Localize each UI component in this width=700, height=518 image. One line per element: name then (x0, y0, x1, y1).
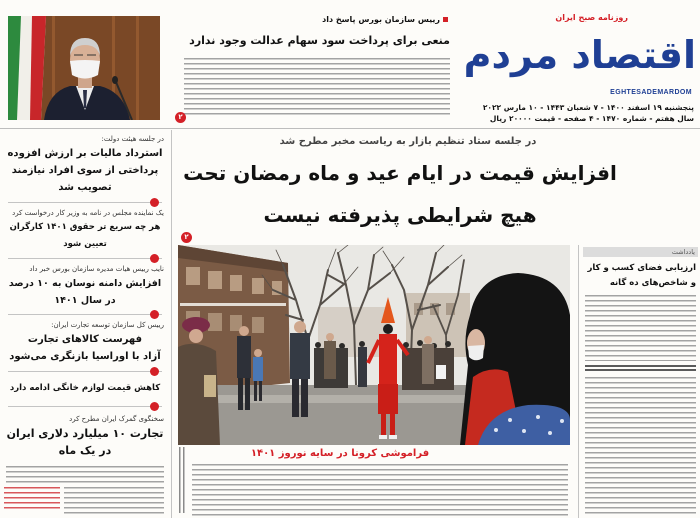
brief-separator (8, 371, 162, 372)
brief-marker (150, 402, 159, 411)
top-story-kicker (322, 15, 448, 24)
flag (8, 16, 46, 120)
left-column (0, 130, 172, 518)
top-story-kicker-text: رییس سازمان بورس پاسخ داد (322, 15, 440, 24)
news-brief-headline-line: استرداد مالیات بر ارزش افزوده (7, 148, 163, 159)
news-brief (6, 414, 164, 459)
masthead (462, 4, 698, 126)
news-brief-headline-line: کاهش قیمت لوازم خانگی ادامه دارد (9, 383, 161, 393)
opinion-body-text (585, 295, 696, 361)
highlight-text-box (4, 487, 60, 511)
news-brief-kicker: یک نماینده مجلس در نامه به وزیر کار درخواست کرد (12, 209, 164, 217)
opinion-headline-line: و شاخص‌های ده گانه (609, 278, 696, 288)
opinion-subhead-text (585, 365, 696, 373)
news-brief-headline-line: افزایش دامنه نوسان به ۱۰ درصد (8, 278, 162, 289)
news-brief-headline-line: تجارت ۱۰ میلیارد دلاری ایران (6, 427, 164, 440)
right-column (578, 245, 700, 518)
column-label: یادداشت (671, 248, 695, 256)
masthead-issue-line: سال هفتم - شماره ۱۴۷۰ - ۴ صفحه - قیمت ۲۰۰۰۰ ریال (489, 114, 694, 123)
news-brief-headline-line: در یک ماه (58, 444, 112, 457)
news-brief-body-text (6, 466, 164, 486)
news-brief-kicker: در جلسه هیئت دولت: (101, 135, 164, 143)
news-brief-headline-line: تصویب شد (58, 182, 112, 193)
news-brief (6, 380, 164, 397)
news-brief (6, 134, 164, 196)
page-badge: ۲ (175, 112, 186, 123)
news-brief-kicker: رییس کل سازمان توسعه تجارت ایران: (51, 321, 164, 329)
brief-marker (150, 198, 159, 207)
news-brief-headline-line: پرداختی از سوی افراد نیازمند (11, 165, 159, 176)
section-divider (0, 128, 700, 129)
brief-marker (150, 367, 159, 376)
masthead-latin-name: EGHTESADEMARDOM (610, 89, 692, 96)
kicker-marker (443, 17, 448, 22)
main-story-kicker: در جلسه ستاد تنظیم بازار به ریاست مخبر مطرح شد (279, 136, 537, 147)
news-brief-headline-line: فهرست کالاهای تجارت (27, 334, 143, 345)
masthead-date-line: پنجشنبه ۱۹ اسفند ۱۴۰۰ - ۷ شعبان ۱۴۴۳ - ۱۰ مارس ۲۰۲۲ (482, 103, 694, 112)
opinion-body-text (585, 377, 696, 516)
news-brief-headline-line: در سال ۱۴۰۱ (54, 295, 116, 306)
masthead-tagline: روزنامه صبح ایران (555, 13, 628, 22)
news-brief (6, 264, 164, 309)
main-photo (178, 245, 570, 445)
news-brief-kicker: سخنگوی گمرک ایران مطرح کرد (69, 415, 164, 423)
brief-separator (8, 314, 162, 315)
column-label-bar (583, 247, 698, 257)
news-brief-headline-line: آزاد با اوراسیا بازنگری می‌شود (9, 351, 161, 362)
brief-separator (8, 202, 162, 203)
masthead-logo: اقتصاد مردم (464, 33, 696, 77)
main-headline-line: افزایش قیمت در ایام عید و ماه رمضان تحت (183, 161, 617, 185)
top-story-body-text (184, 58, 450, 118)
news-brief-kicker: نایب رییس هیات مدیره سازمان بورس خبر داد (29, 265, 164, 273)
top-story (170, 8, 456, 126)
news-brief-headline-line: هر چه سریع تر حقوق ۱۴۰۱ کارگران (9, 222, 161, 232)
news-brief (6, 320, 164, 365)
main-headline-line: هیچ شرایطی پذیرفته نیست (263, 203, 537, 227)
brief-separator (8, 258, 162, 259)
photo-credit (179, 447, 187, 513)
official-photo (8, 16, 160, 120)
page-badge: ۲ (181, 232, 192, 243)
top-story-headline: منعی برای پرداخت سود سهام عدالت وجود ندارد (189, 34, 450, 47)
brief-marker (150, 254, 159, 263)
news-brief (6, 208, 164, 253)
news-brief-headline-line: تعیین شود (63, 239, 107, 249)
brief-marker (150, 310, 159, 319)
photo-caption-title: فراموشی کرونا در سایه نوروز ۱۴۰۱ (250, 448, 430, 459)
photo-caption-body-text (192, 464, 568, 516)
news-brief-body-text (64, 487, 164, 516)
brief-separator (8, 406, 162, 407)
opinion-headline-line: ارزیابی فضای کسب و کار (587, 263, 696, 273)
